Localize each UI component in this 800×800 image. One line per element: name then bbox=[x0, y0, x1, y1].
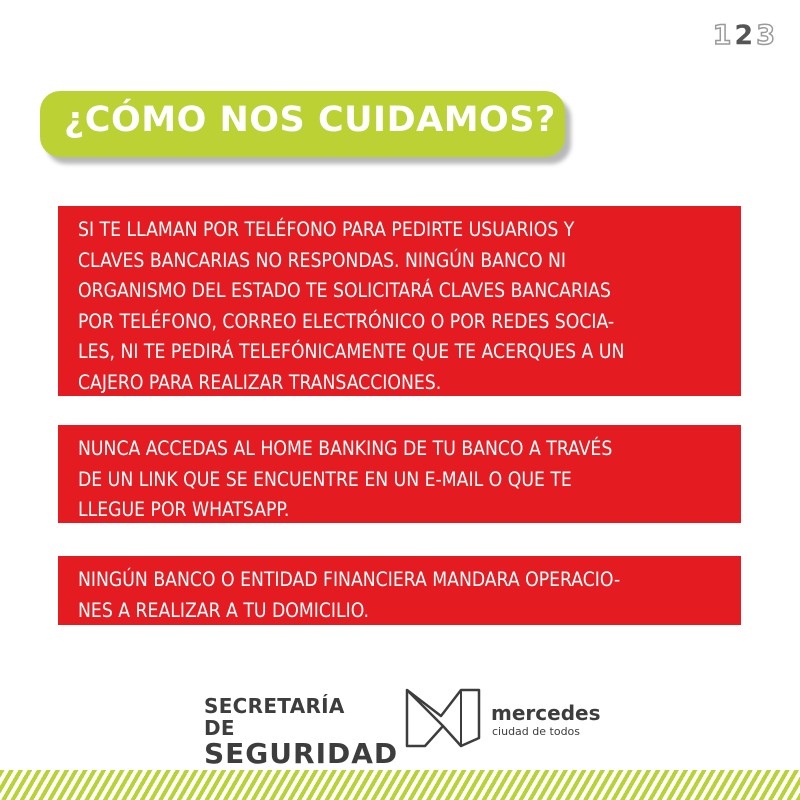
tip-box-phone-calls bbox=[58, 206, 741, 396]
title-banner bbox=[40, 91, 565, 157]
page-indicator bbox=[713, 20, 778, 51]
page-number-2-current: 2 bbox=[734, 20, 757, 51]
city-tagline: ciudad de todos bbox=[492, 725, 581, 738]
decorative-stripes bbox=[0, 770, 800, 800]
tip-text: SI TE LLAMAN POR TELÉFONO PARA PEDIRTE USUARIOS Y CLAVES BANCARIAS NO RESPONDAS. NINGÚN BANCO NI ORGANISMO DEL ESTADO TE SOLICITARÁ CLAVES BANCARIAS POR TELÉFONO, CORREO ELECTRÓNICO O POR REDES SOCIA- LES, NI TE PEDIRÁ TELEFÓNICAMENTE QUE TE ACERQUES A UN CAJERO PARA REALIZAR TRANSACCIONES. bbox=[78, 218, 625, 394]
secretaria-logo bbox=[204, 694, 399, 770]
page-number-3: 3 bbox=[756, 20, 778, 51]
tip-text: NINGÚN BANCO O ENTIDAD FINANCIERA MANDARA OPERACIO- NES A REALIZAR A TU DOMICILIO. bbox=[78, 568, 621, 622]
page-title: ¿CÓMO NOS CUIDAMOS? bbox=[64, 100, 556, 140]
mercedes-m-logo-icon bbox=[403, 686, 483, 750]
secretaria-line-1: SECRETARÍA DE bbox=[204, 694, 345, 740]
tip-box-home-banking bbox=[58, 425, 741, 523]
city-name: mercedes bbox=[491, 701, 601, 725]
tip-box-home-operations bbox=[58, 556, 741, 625]
tip-text: NUNCA ACCEDAS AL HOME BANKING DE TU BANCO A TRAVÉS DE UN LINK QUE SE ENCUENTRE EN UN E-MAIL O QUE TE LLEGUE POR WHATSAPP. bbox=[78, 437, 613, 521]
page-number-1: 1 bbox=[712, 20, 735, 51]
secretaria-line-2: SEGURIDAD bbox=[204, 737, 399, 770]
